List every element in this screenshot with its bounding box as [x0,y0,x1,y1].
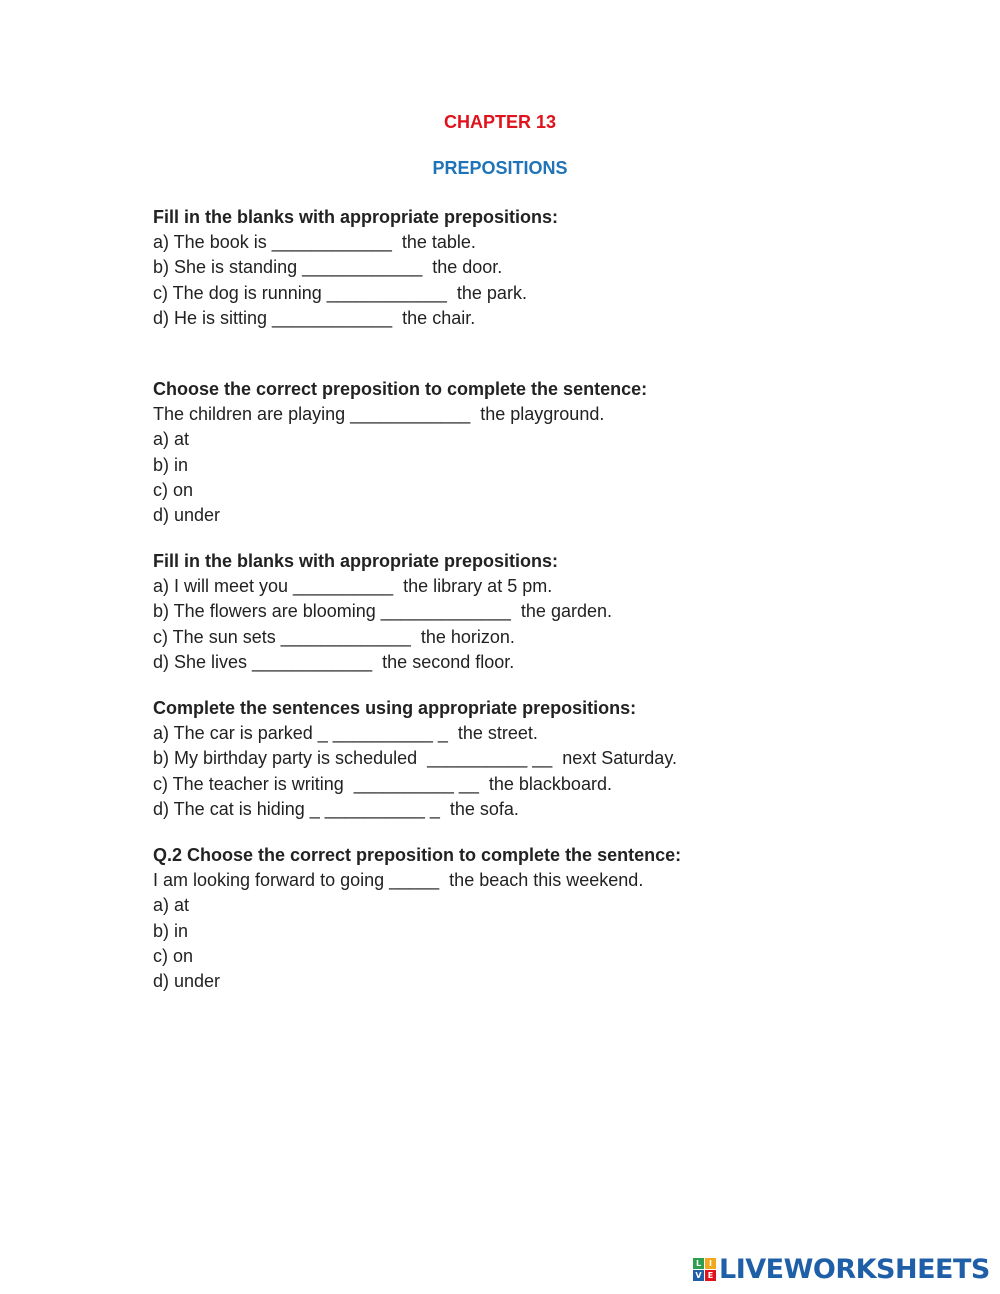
answer-option: a) at [153,429,190,450]
section-heading: Q.2 Choose the correct preposition to complete the sentence: [153,845,682,865]
section-2 [153,377,933,528]
question-line: I am looking forward to going _____ the beach this weekend. [153,870,644,891]
question-line: b) The flowers are blooming _____________ the garden. [153,601,612,622]
logo-mark-letter: E [705,1270,716,1281]
logo-mark-letter: L [693,1258,704,1269]
liveworksheets-logo-icon [693,1258,716,1281]
question-line: a) The car is parked _ __________ _ the street. [153,723,538,744]
answer-option: d) under [153,970,221,991]
answer-option: a) at [153,895,190,916]
logo-mark-letter: V [693,1270,704,1281]
section-heading: Fill in the blanks with appropriate prepositions: [153,551,559,571]
liveworksheets-logo [693,1254,990,1284]
answer-option: d) under [153,504,221,525]
section-heading: Fill in the blanks with appropriate prepositions: [153,207,559,227]
question-line: a) I will meet you __________ the library at 5 pm. [153,576,553,597]
question-line: d) She lives ____________ the second floor. [153,651,515,672]
answer-option: b) in [153,920,189,941]
section-heading: Complete the sentences using appropriate prepositions: [153,698,637,718]
question-line: c) The teacher is writing __________ __ the blackboard. [153,773,612,794]
section-1 [153,205,933,331]
section-4 [153,696,933,822]
question-line: d) The cat is hiding _ __________ _ the sofa. [153,798,519,819]
logo-mark-letter: I [705,1258,716,1269]
topic-title: PREPOSITIONS [432,158,568,178]
answer-option: c) on [153,479,194,500]
logo-text: LIVEWORKSHEETS [719,1253,990,1285]
question-line: c) The sun sets _____________ the horizon. [153,626,515,647]
section-5 [153,843,933,994]
question-line: c) The dog is running ____________ the park. [153,282,527,303]
section-heading: Choose the correct preposition to complete the sentence: [153,379,648,399]
question-line: b) She is standing ____________ the door. [153,257,503,278]
answer-option: b) in [153,454,189,475]
question-line: The children are playing ____________ the playground. [153,404,605,425]
section-3 [153,549,933,675]
question-line: d) He is sitting ____________ the chair. [153,307,476,328]
answer-option: c) on [153,945,194,966]
question-line: b) My birthday party is scheduled __________ __ next Saturday. [153,748,677,769]
question-line: a) The book is ____________ the table. [153,232,476,253]
chapter-title: CHAPTER 13 [443,112,557,132]
